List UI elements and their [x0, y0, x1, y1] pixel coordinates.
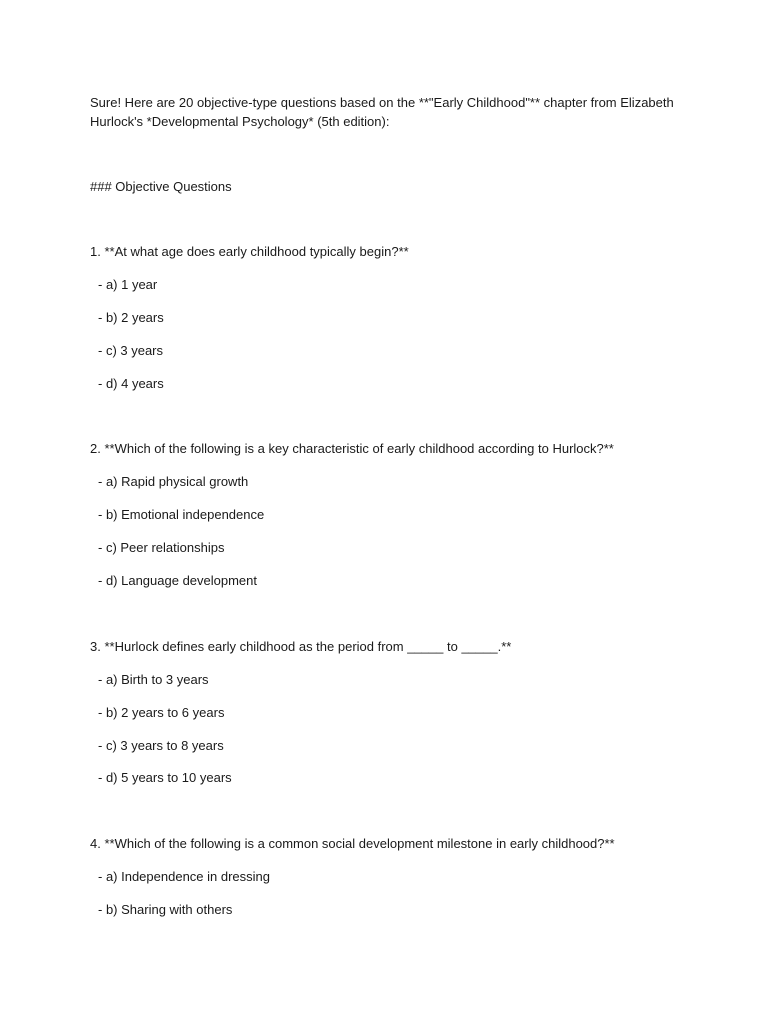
question-2-option-b: - b) Emotional independence: [98, 507, 265, 522]
question-3-text: 3. **Hurlock defines early childhood as the period from _____ to _____.**: [90, 639, 512, 654]
question-4-option-a: - a) Independence in dressing: [98, 869, 271, 884]
question-3-option-a: - a) Birth to 3 years: [98, 672, 209, 687]
question-1-option-a: - a) 1 year: [98, 277, 158, 292]
question-1-option-d: - d) 4 years: [98, 376, 164, 391]
question-3-option-d: - d) 5 years to 10 years: [98, 770, 232, 785]
question-2-text: 2. **Which of the following is a key characteristic of early childhood according to Hurlock?**: [90, 441, 614, 456]
question-2-option-c: - c) Peer relationships: [98, 540, 225, 555]
question-3-option-c: - c) 3 years to 8 years: [98, 738, 224, 753]
question-1-option-b: - b) 2 years: [98, 310, 164, 325]
section-heading: ### Objective Questions: [90, 179, 232, 194]
question-2-option-d: - d) Language development: [98, 573, 258, 588]
question-2-option-a: - a) Rapid physical growth: [98, 474, 249, 489]
question-1-text: 1. **At what age does early childhood typically begin?**: [90, 244, 409, 259]
question-1-option-c: - c) 3 years: [98, 343, 164, 358]
intro-paragraph: Sure! Here are 20 objective-type questions based on the **"Early Childhood"** chapter from Elizabeth Hurlock's *Developmental Psychology* (5th edition):: [90, 95, 674, 129]
question-4-option-b: - b) Sharing with others: [98, 902, 233, 917]
question-4-text: 4. **Which of the following is a common social development milestone in early childhood?**: [90, 836, 615, 851]
question-3-option-b: - b) 2 years to 6 years: [98, 705, 225, 720]
